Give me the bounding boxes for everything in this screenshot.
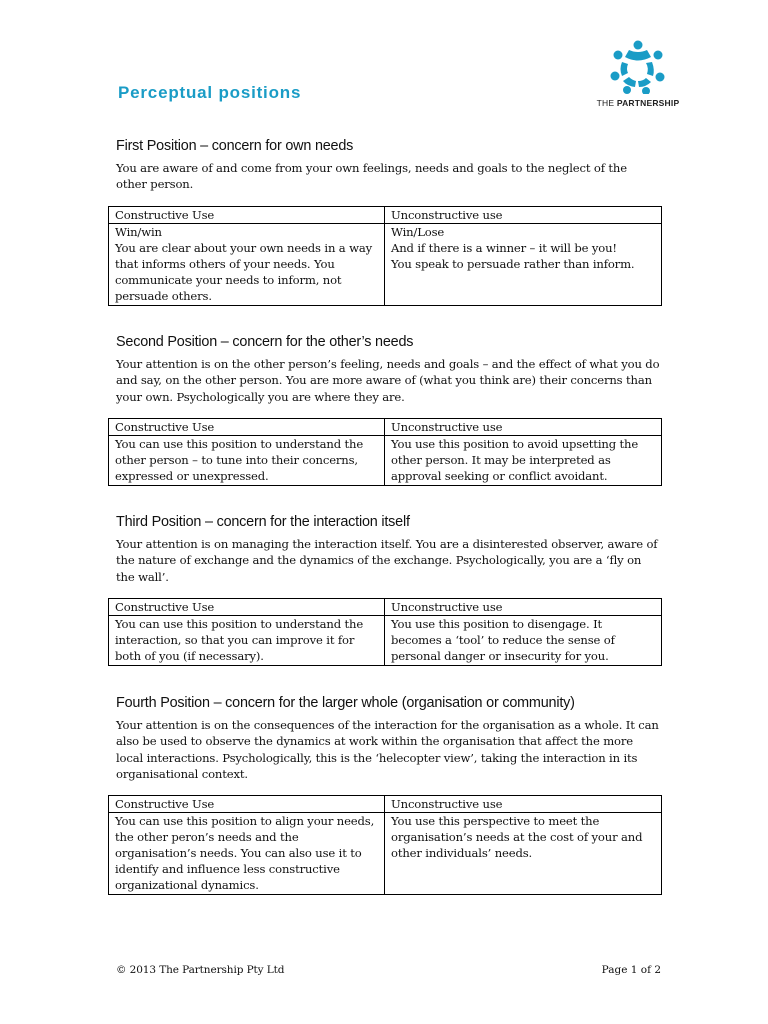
unconstructive-use-cell	[385, 436, 662, 486]
fourth-position-table	[108, 795, 662, 895]
table-header-row	[109, 599, 662, 616]
constructive-use-header: Constructive Use	[109, 207, 385, 224]
table-row	[109, 436, 662, 486]
logo-text: THE PARTNERSHIP	[596, 98, 680, 108]
cell-line: You are clear about your own needs in a way that informs others of your needs. You communicate your needs to inform, not persuade others.	[115, 241, 373, 303]
section-body: Your attention is on the consequences of the interaction for the organisation as a whole. It can also be used to observe the dynamics at work within the organisation that affect the more local interactions. Psychologically, this is the ‘helecopter view’, taking the interaction in its organisational context.	[116, 718, 659, 781]
table-row	[109, 224, 662, 306]
unconstructive-use-cell	[385, 813, 662, 895]
section-heading: Third Position – concern for the interaction itself	[116, 514, 410, 530]
first-position-table	[108, 206, 662, 306]
cell-line: You use this position to avoid upsetting the other person. It may be interpreted as approval seeking or conflict avoidant.	[391, 437, 639, 483]
second-position-table	[108, 418, 662, 486]
cell-line: And if there is a winner – it will be you!	[391, 241, 617, 255]
page-title: Perceptual positions	[118, 83, 302, 102]
cell-line: Win/win	[115, 225, 162, 239]
unconstructive-use-header: Unconstructive use	[385, 599, 662, 616]
partnership-circle-logo-icon	[607, 40, 669, 94]
unconstructive-use-header: Unconstructive use	[385, 207, 662, 224]
constructive-use-cell	[109, 436, 385, 486]
section-third-position	[116, 513, 661, 585]
constructive-use-header: Constructive Use	[109, 599, 385, 616]
unconstructive-use-cell	[385, 616, 662, 666]
unconstructive-use-header: Unconstructive use	[385, 419, 662, 436]
constructive-use-cell	[109, 224, 385, 306]
section-second-position	[116, 333, 661, 405]
footer-copyright: © 2013 The Partnership Pty Ltd	[116, 964, 285, 976]
cell-line: You speak to persuade rather than inform.	[391, 257, 635, 271]
unconstructive-use-cell	[385, 224, 662, 306]
cell-line: You can use this position to align your needs, the other peron’s needs and the organisation’s needs. You can also use it to identify and influence less constructive organizational dynamics.	[115, 814, 375, 892]
table-header-row	[109, 419, 662, 436]
cell-line: Win/Lose	[391, 225, 445, 239]
cell-line: You use this perspective to meet the organisation’s needs at the cost of your and other individuals’ needs.	[391, 814, 643, 860]
unconstructive-use-header: Unconstructive use	[385, 796, 662, 813]
section-fourth-position	[116, 694, 661, 782]
constructive-use-cell	[109, 813, 385, 895]
section-body: Your attention is on the other person’s feeling, needs and goals – and the effect of what you do and say, on the other person. You are more aware of (what you think are) their concerns than your own. Psychologically you are where they are.	[116, 357, 660, 404]
section-body: Your attention is on managing the interaction itself. You are a disinterested observer, aware of the nature of exchange and the dynamics of the exchange. Psychologically, you are a ‘fly on the wall’.	[116, 537, 658, 584]
table-row	[109, 813, 662, 895]
cell-line: You use this position to disengage. It becomes a ‘tool’ to reduce the sense of personal danger or insecurity for you.	[391, 617, 615, 663]
partnership-logo	[596, 40, 680, 114]
table-header-row	[109, 207, 662, 224]
section-heading: Fourth Position – concern for the larger whole (organisation or community)	[116, 695, 575, 711]
section-body: You are aware of and come from your own feelings, needs and goals to the neglect of the other person.	[116, 161, 627, 192]
third-position-table	[108, 598, 662, 666]
cell-line: You can use this position to understand the other person – to tune into their concerns, expressed or unexpressed.	[115, 437, 364, 483]
footer-page-number: Page 1 of 2	[601, 964, 661, 976]
table-row	[109, 616, 662, 666]
constructive-use-header: Constructive Use	[109, 419, 385, 436]
table-header-row	[109, 796, 662, 813]
constructive-use-cell	[109, 616, 385, 666]
cell-line: You can use this position to understand the interaction, so that you can improve it for both of you (if necessary).	[115, 617, 364, 663]
section-heading: First Position – concern for own needs	[116, 138, 354, 154]
section-first-position	[116, 137, 661, 193]
constructive-use-header: Constructive Use	[109, 796, 385, 813]
section-heading: Second Position – concern for the other’s needs	[116, 334, 414, 350]
